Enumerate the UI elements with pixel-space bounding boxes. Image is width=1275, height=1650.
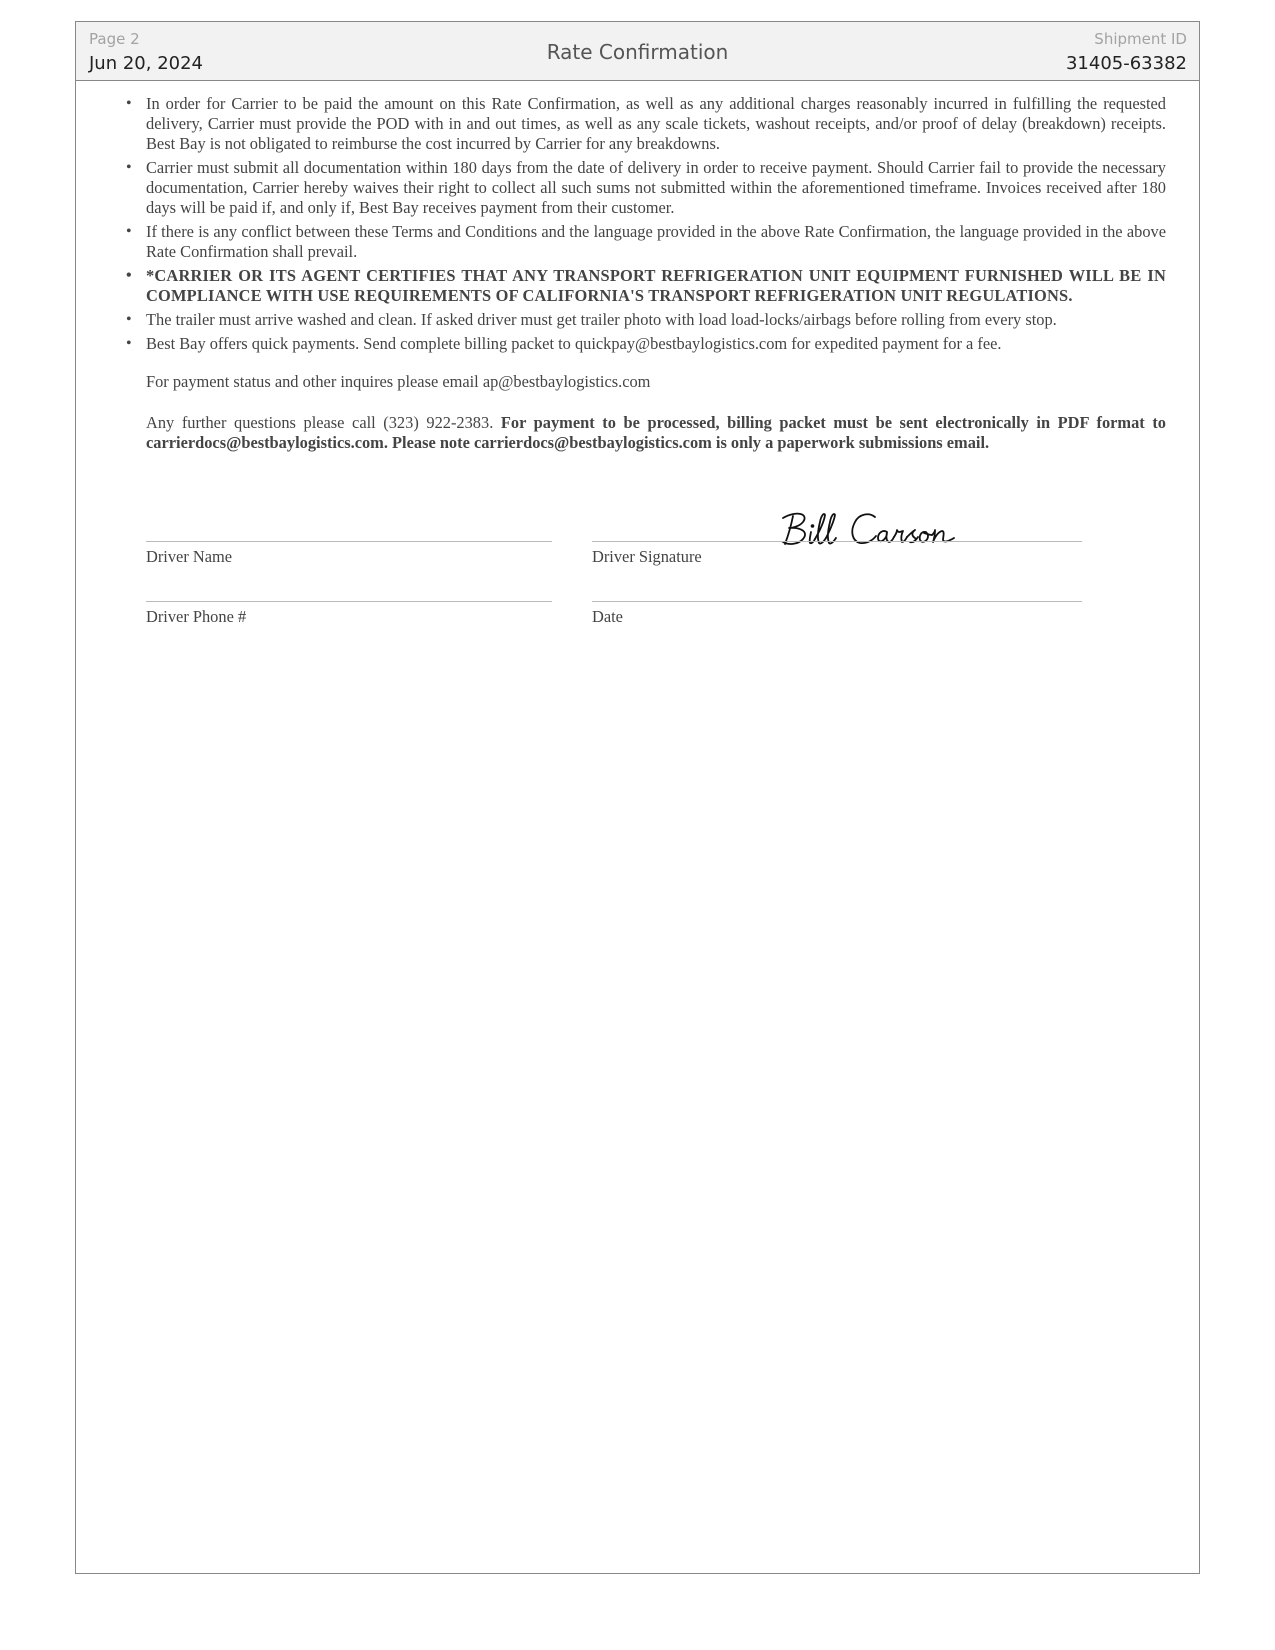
document-header xyxy=(76,22,1199,81)
driver-phone-line[interactable] xyxy=(146,601,552,602)
term-text: Carrier must submit all documentation within 180 days from the date of delivery in order to receive payment. Should Carrier fail to provide the necessary documentation, Carrier hereby waives their right to collect all such sums not submitted within the aforementioned timeframe. Invoices received after 180 days will be paid if, and only if, Best Bay receives payment from their customer. xyxy=(146,158,1166,217)
page-number-label: Page 2 xyxy=(89,30,140,48)
bullet-icon: • xyxy=(126,95,132,112)
bullet-icon: • xyxy=(126,311,132,328)
term-text: The trailer must arrive washed and clean. If asked driver must get trailer photo with load load-locks/airbags before rolling from every stop. xyxy=(146,310,1057,329)
terms-section xyxy=(126,94,1166,453)
term-item-conflict-clause xyxy=(126,222,1166,262)
shipment-id-label: Shipment ID xyxy=(1094,30,1187,48)
term-item-documentation-deadline xyxy=(126,158,1166,218)
terms-list xyxy=(126,94,1166,354)
shipment-id-value: 31405-63382 xyxy=(1065,53,1187,74)
bullet-icon: • xyxy=(126,159,132,176)
date-label: Date xyxy=(592,607,623,626)
payment-status-note: For payment status and other inquires please email ap@bestbaylogistics.com xyxy=(146,372,651,391)
driver-name-line[interactable] xyxy=(146,541,552,542)
document-date: Jun 20, 2024 xyxy=(89,53,204,74)
questions-note: Any further questions please call (323) 922-2383. xyxy=(146,413,494,432)
bullet-icon: • xyxy=(126,267,132,284)
term-item-pod-requirements xyxy=(126,94,1166,154)
bullet-icon: • xyxy=(126,335,132,352)
driver-signature-line[interactable] xyxy=(592,541,1082,542)
driver-signature-label: Driver Signature xyxy=(592,547,702,566)
signature-section xyxy=(146,522,1146,662)
term-text: *CARRIER OR ITS AGENT CERTIFIES THAT ANY TRANSPORT REFRIGERATION UNIT EQUIPMENT FURNISHED WILL BE IN COMPLIANCE WITH USE REQUIREMENTS OF CALIFORNIA'S TRANSPORT REFRIGERATION UNIT REGULATIONS. xyxy=(146,266,1166,305)
billing-instructions: For payment to be processed, billing packet must be sent electronically in PDF format to carrierdocs@bestbaylogistics.com. Please note carrierdocs@bestbaylogistics.com is only a paperwork submissions email. xyxy=(146,413,1166,452)
term-text: Best Bay offers quick payments. Send complete billing packet to quickpay@bestbaylogistics.com for expedited payment for a fee. xyxy=(146,334,1002,353)
term-item-quick-pay xyxy=(126,334,1166,354)
driver-phone-label: Driver Phone # xyxy=(146,607,247,626)
bullet-icon: • xyxy=(126,223,132,240)
document-title: Rate Confirmation xyxy=(546,40,729,64)
term-item-trailer-clean xyxy=(126,310,1166,330)
driver-name-label: Driver Name xyxy=(146,547,233,566)
term-item-tru-certification xyxy=(126,266,1166,306)
questions-paragraph xyxy=(146,413,1166,453)
term-text: If there is any conflict between these Terms and Conditions and the language provided in the above Rate Confirmation, the language provided in the above Rate Confirmation shall prevail. xyxy=(146,222,1166,261)
term-text: In order for Carrier to be paid the amount on this Rate Confirmation, as well as any additional charges reasonably incurred in fulfilling the requested delivery, Carrier must provide the POD with in and out times, as well as any scale tickets, washout receipts, and/or proof of delay (breakdown) receipts. Best Bay is not obligated to reimburse the cost incurred by Carrier for any breakdowns. xyxy=(146,94,1166,153)
driver-signature-image xyxy=(779,508,969,552)
date-line[interactable] xyxy=(592,601,1082,602)
document-page xyxy=(75,21,1200,1574)
